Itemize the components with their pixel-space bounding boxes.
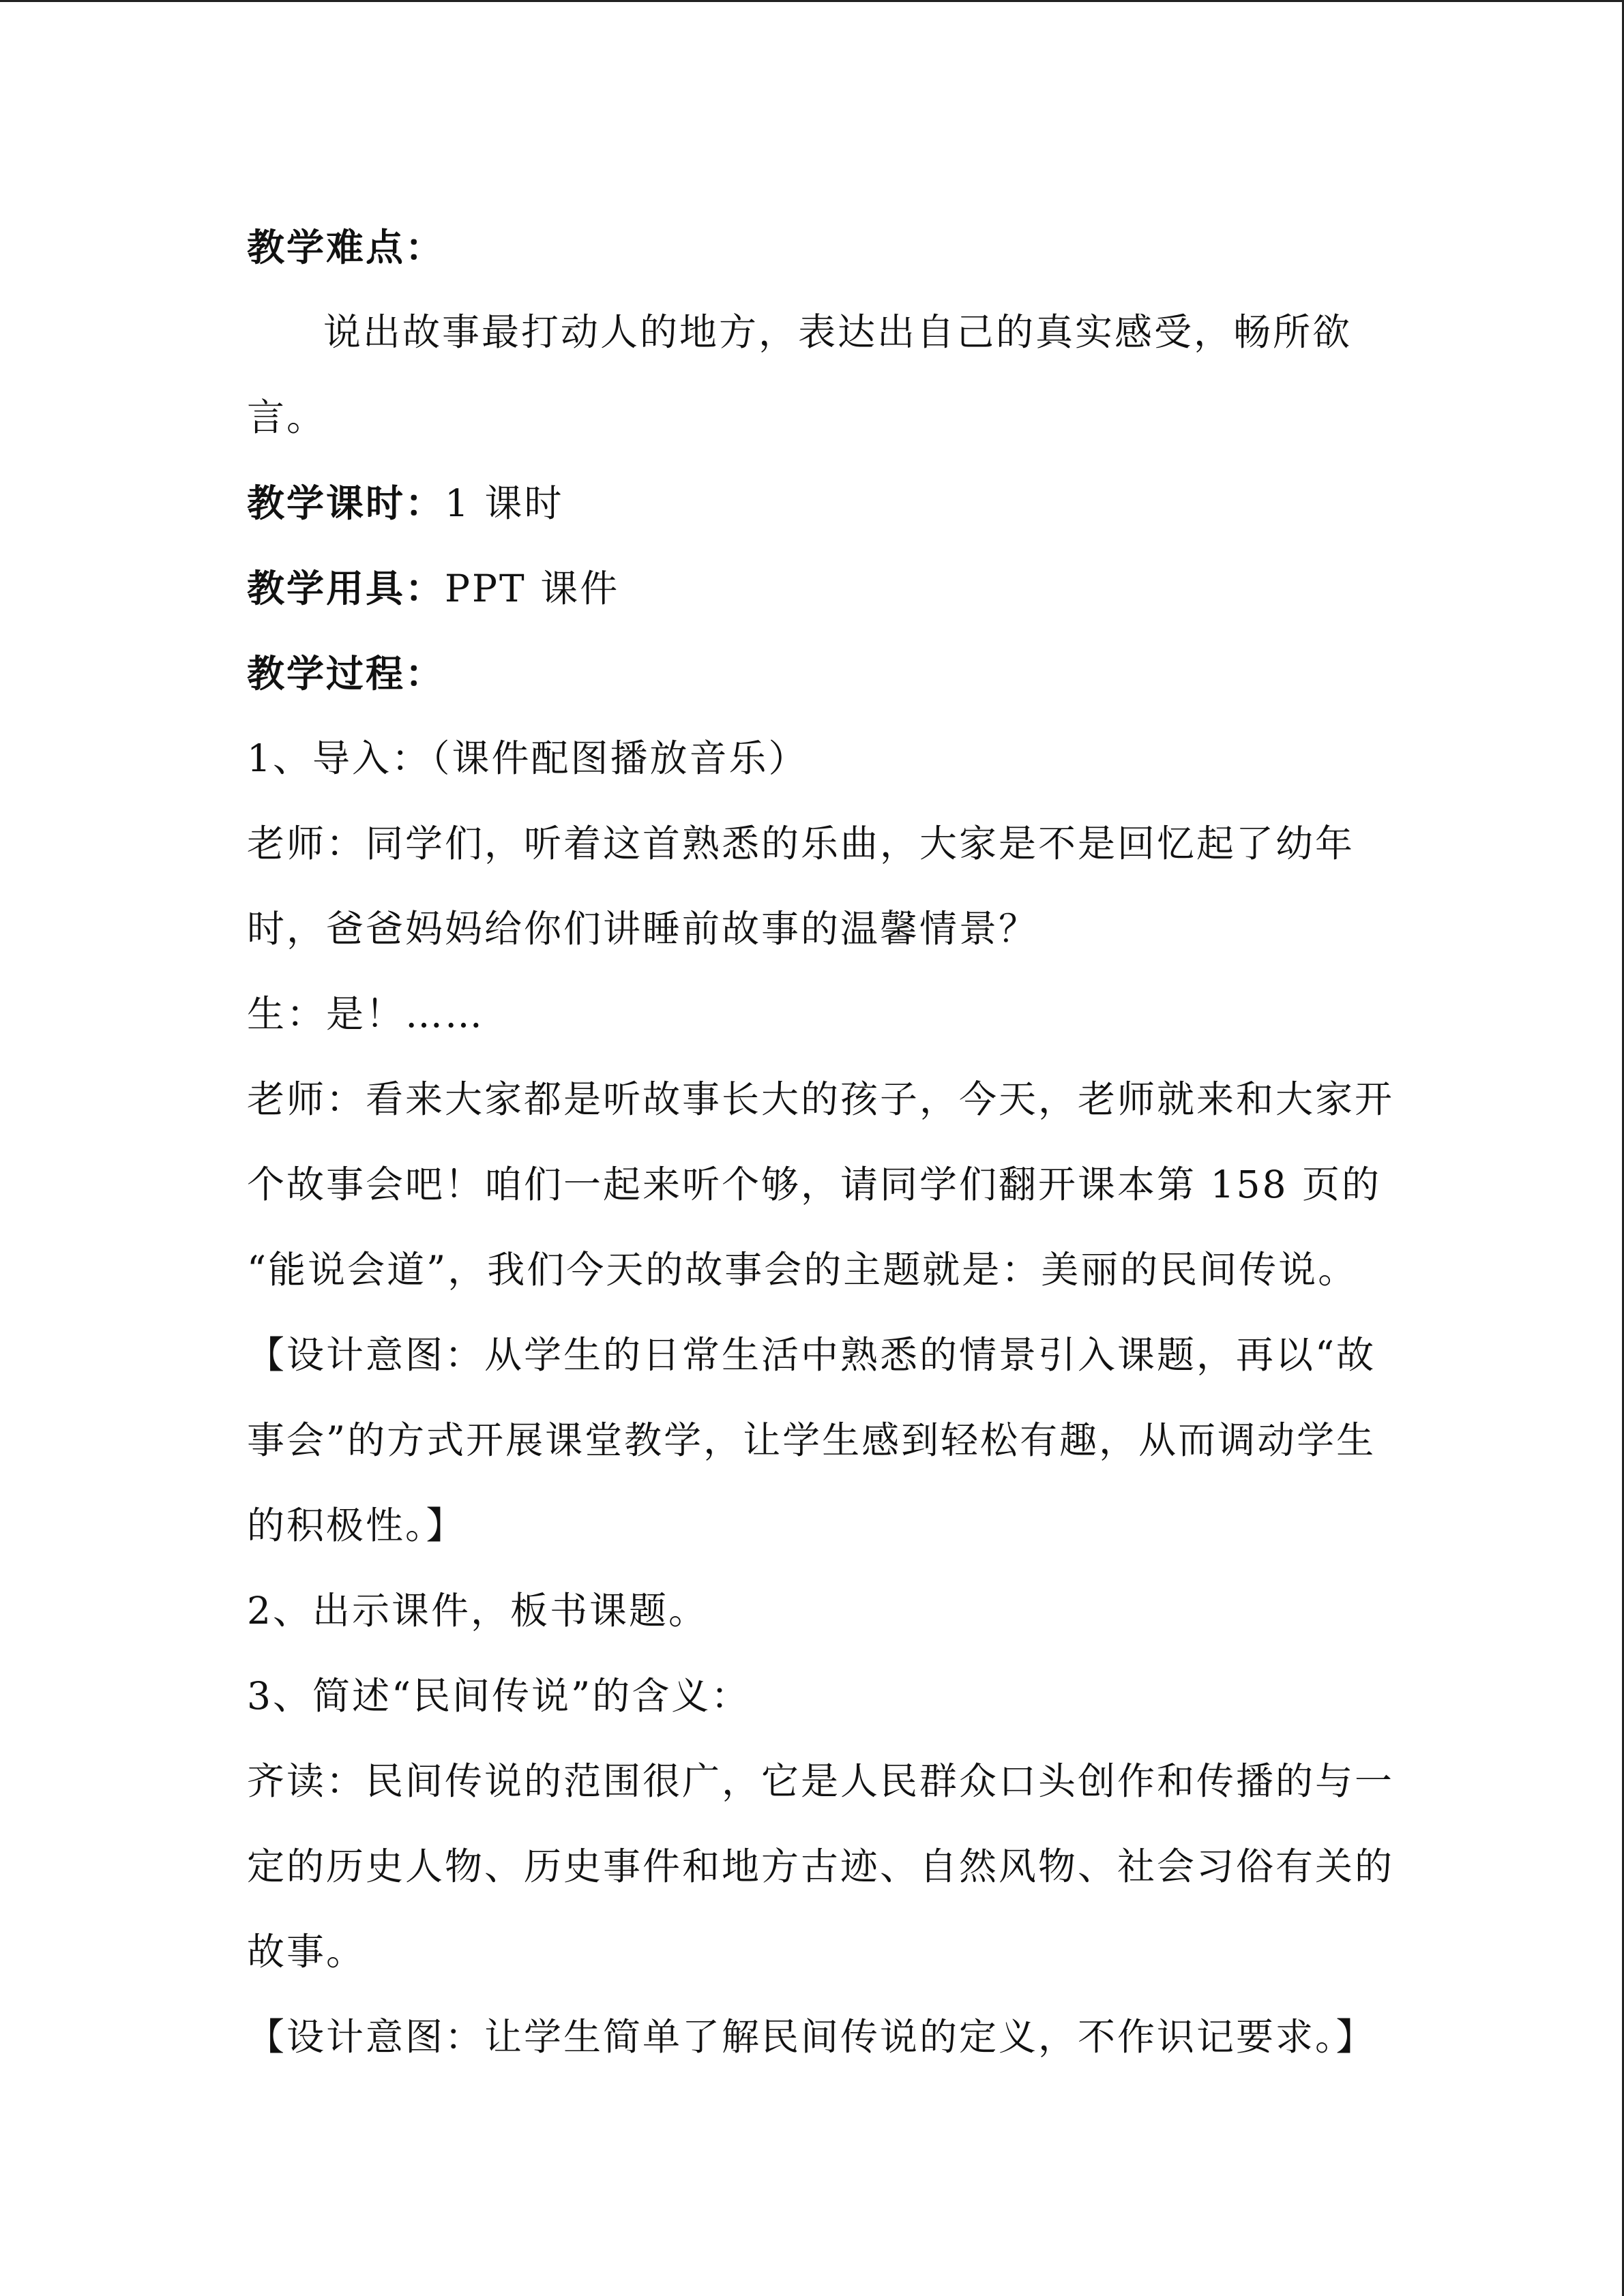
difficulty-heading: 教学难点：: [247, 225, 445, 269]
read-line-3: 故事。: [247, 1930, 366, 1973]
step-3: 3、简述“民间传说”的含义：: [247, 1674, 751, 1718]
teacher-1-line-1: 老师：同学们，听着这首熟悉的乐曲，大家是不是回忆起了幼年: [247, 822, 1355, 865]
period-value: 1 课时: [445, 481, 564, 525]
step-2: 2、出示课件，板书课题。: [247, 1589, 708, 1632]
design-2: 【设计意图：让学生简单了解民间传说的定义，不作识记要求。】: [247, 2015, 1376, 2059]
process-heading: 教学过程：: [247, 651, 445, 696]
document-body: [247, 205, 1395, 2080]
student-1: 生：是！……: [247, 992, 485, 1036]
page-border-top: [0, 0, 1624, 2]
tools-row: [247, 546, 1365, 631]
difficulty-text-line-1: 说出故事最打动人的地方，表达出自己的真实感受，畅所欲: [323, 310, 1353, 354]
difficulty-text-line-2: 言。: [247, 396, 327, 439]
read-line-2: 定的历史人物、历史事件和地方古迹、自然风物、社会习俗有关的: [247, 1845, 1395, 1888]
period-row: [247, 460, 1365, 546]
tools-value: PPT 课件: [445, 567, 620, 610]
period-label: 教学课时：: [247, 481, 445, 525]
teacher-2-line-1: 老师：看来大家都是听故事长大的孩子，今天，老师就来和大家开: [247, 1077, 1395, 1121]
step-1: 1、导入：（课件配图播放音乐）: [247, 736, 808, 780]
tools-label: 教学用具：: [247, 566, 445, 610]
teacher-1-line-2: 时，爸爸妈妈给你们讲睡前故事的温馨情景？: [247, 907, 1039, 951]
design-1-line-3: 的积极性。】: [247, 1504, 466, 1547]
teacher-2-line-3: “能说会道”，我们今天的故事会的主题就是：美丽的民间传说。: [247, 1248, 1358, 1292]
read-line-1: 齐读：民间传说的范围很广，它是人民群众口头创作和传播的与一: [247, 1759, 1395, 1803]
teacher-2-line-2: 个故事会吧！咱们一起来听个够，请同学们翻开课本第 158 页的: [247, 1163, 1381, 1206]
design-1-line-2: 事会”的方式开展课堂教学，让学生感到轻松有趣，从而调动学生: [247, 1418, 1376, 1462]
design-1-line-1: 【设计意图：从学生的日常生活中熟悉的情景引入课题，再以“故: [247, 1333, 1376, 1377]
